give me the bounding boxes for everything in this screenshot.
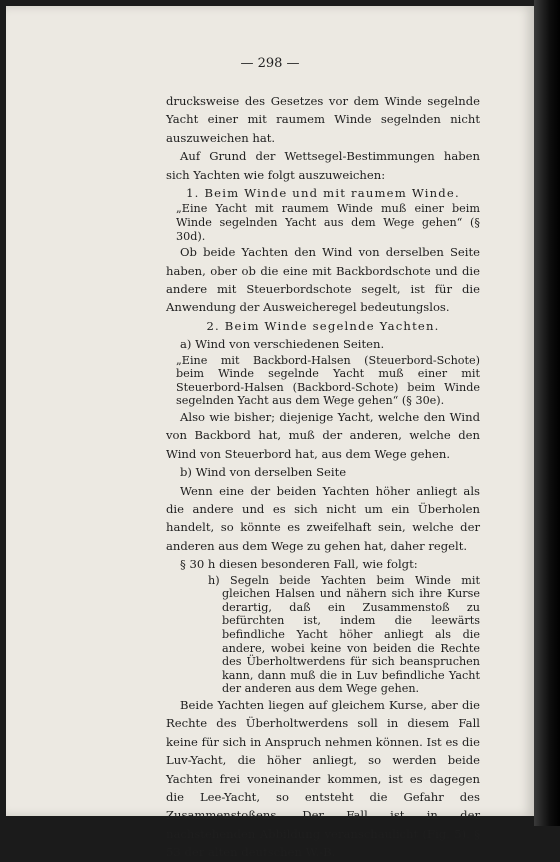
paragraph: § 30 h diesen besonderen Fall, wie folgt: xyxy=(180,557,418,572)
book-spine-shadow xyxy=(534,0,560,826)
paragraph: drucksweise des Gesetzes vor dem Winde segelnde Yacht einer mit raumem Winde segelnden nicht auszuweichen hat. xyxy=(166,94,480,145)
rule-quote: „Eine mit Backbord-Halsen (Steuerbord-Schote) beim Winde segelnde Yacht muß einer mit Steuerbord-Halsen (Backbord-Schote) beim Winde segelnden Yacht aus dem Wege gehen“ (§ 30e). xyxy=(176,353,480,408)
book-page xyxy=(6,6,534,860)
rule-quote: „Eine Yacht mit raumem Winde muß einer beim Winde segelnden Yacht aus dem Wege gehen“ (§ 30d). xyxy=(176,202,480,243)
paragraph: Ob beide Yachten den Wind von derselben Seite haben, ober ob die eine mit Backbordschote und die andere mit Steuerbordschote segelt, ist für die Anwendung der Ausweicheregel bedeutungslos. xyxy=(166,245,480,315)
section-heading: 1. Beim Winde und mit raumem Winde. xyxy=(186,186,460,201)
rule-quote: h) Segeln beide Yachten beim Winde mit gleichen Halsen und nähern sich ihre Kurse derartig, daß ein Zusammenstoß zu befürchten ist, indem die leewärts befindliche Yacht höher anliegt als die andere, wobei keine von beiden die Rechte des Überholtwerdens für sich beanspruchen kann, dann muß die in Luv befindliche Yacht der anderen aus dem Wege gehen. xyxy=(208,573,480,696)
body-text xyxy=(166,92,480,862)
paragraph: Wenn eine der beiden Yachten höher anliegt als die andere und es sich nicht um ein Überholen handelt, so könnte es zweifelhaft sein, welche der anderen aus dem Wege zu gehen hat, daher regelt. xyxy=(166,483,480,553)
paragraph: Beide Yachten liegen auf gleichem Kurse, aber die Rechte des Überholtwerdens soll in diesem Fall keine für sich in Anspruch nehmen können. Ist es die Luv-Yacht, die höher anliegt, so werden beide Yachten frei voneinander kommen, ist es dagegen die Lee-Yacht, so entsteht die Gefahr des Zusammenstoßens. Der Fall ist in der nachstehenden Abbildung veranschaulicht (Fig. 5). § 53 der alten deutschen W.-B. xyxy=(166,698,480,860)
page-number: — 298 — xyxy=(240,56,300,71)
paragraph: Auf Grund der Wettsegel-Bestimmungen haben sich Yachten wie folgt auszuweichen: xyxy=(166,149,480,182)
section-heading: 2. Beim Winde segelnde Yachten. xyxy=(206,318,440,333)
paragraph: Also wie bisher; diejenige Yacht, welche den Wind von Backbord hat, muß der anderen, welche den Wind von Steuerbord hat, aus dem Wege gehen. xyxy=(166,410,480,461)
subsection-heading: a) Wind von verschiedenen Seiten. xyxy=(180,337,385,352)
subsection-heading: b) Wind von derselben Seite xyxy=(180,465,347,480)
